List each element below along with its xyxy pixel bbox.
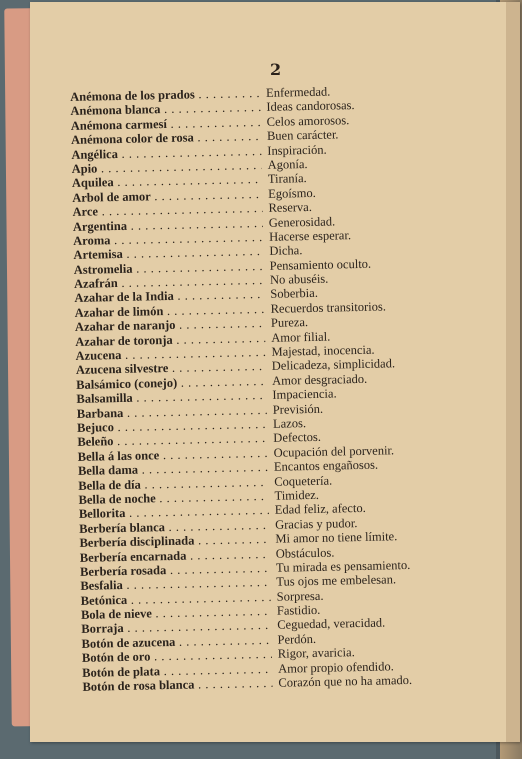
flower-name: Botón de plata . . . (82, 662, 272, 680)
flower-meaning: Soberbia. (270, 286, 319, 302)
flower-name: Barbana . . . (77, 403, 267, 421)
flower-name: Aquilea . . . (72, 172, 262, 190)
flower-name: Angélica . . . (71, 144, 261, 162)
flower-name: Azucena . . . (75, 345, 265, 363)
flower-meaning: Tiranía. (267, 171, 307, 187)
flower-meaning: Enfermedad. (265, 84, 331, 100)
flower-meaning: Generosidad. (268, 213, 336, 230)
flower-name: Botón de azucena . . . (81, 633, 271, 651)
flower-meaning: Inspiración. (267, 142, 327, 158)
flower-name: Arce . . . (72, 201, 262, 219)
flower-meaning-list (70, 81, 503, 694)
flower-meaning: Buen carácter. (266, 127, 339, 144)
flower-name: Besfalia . . . (80, 575, 270, 593)
flower-meaning: Amor filial. (271, 329, 331, 345)
flower-meaning: Pensamiento oculto. (269, 256, 372, 273)
flower-meaning: Edad feliz, afecto. (274, 501, 366, 518)
flower-meaning: Amor desgraciado. (271, 371, 368, 388)
flower-meaning: Timidez. (274, 487, 320, 503)
flower-name: Bellorita . . . (79, 503, 269, 521)
page-number: 2 (270, 60, 282, 79)
flower-name: Anémona color de rosa . . . (71, 129, 261, 147)
flower-meaning: Reserva. (268, 200, 313, 215)
flower-meaning: Tu mirada es pensamiento. (275, 557, 411, 575)
flower-meaning: Ceguedad, veracidad. (277, 615, 386, 633)
flower-meaning: Hacerse esperar. (268, 228, 352, 244)
flower-name: Balsámico (conejo) . . . (76, 374, 266, 392)
flower-name: Aroma . . . (73, 230, 263, 248)
flower-name: Azucena silvestre . . . (76, 359, 266, 377)
flower-meaning: Delicadeza, simplicidad. (271, 356, 396, 374)
flower-name: Bejuco . . . (77, 417, 267, 435)
flower-name: Bella de día . . . (78, 474, 268, 492)
flower-meaning: Encantos engañosos. (273, 457, 379, 474)
flower-name: Botón de oro . . . (82, 647, 272, 665)
flower-name: Botón de rosa blanca . . . (82, 676, 272, 694)
flower-name: Azahar de limón . . . (75, 302, 265, 320)
flower-meaning: Tus ojos me embelesan. (276, 572, 397, 590)
flower-meaning: Agonía. (267, 156, 308, 172)
flower-meaning: Recuerdos transitorios. (270, 299, 387, 316)
flower-name: Bella á las once . . . (78, 446, 268, 464)
flower-name: Berbería rosada . . . (80, 561, 270, 579)
flower-name: Anémona de los prados . . . (70, 86, 260, 104)
flower-meaning: Previsión. (272, 401, 324, 417)
flower-name: Azafrán . . . (74, 273, 264, 291)
flower-meaning: Gracias y pudor. (274, 515, 358, 532)
flower-name: Bella dama . . . (78, 460, 268, 478)
flower-meaning: Perdón. (277, 631, 317, 647)
flower-meaning: Ocupación del porvenir. (273, 443, 395, 460)
flower-meaning: Corazón que no ha amado. (278, 672, 413, 690)
flower-name: Balsamilla . . . (76, 388, 266, 406)
flower-meaning: No abuséis. (269, 271, 329, 287)
flower-name: Beleño . . . (77, 431, 267, 449)
flower-meaning: Egoísmo. (268, 185, 316, 201)
flower-meaning: Sorpresa. (276, 588, 324, 604)
flower-meaning: Amor propio ofendido. (278, 658, 394, 676)
flower-name: Arbol de amor . . . (72, 187, 262, 205)
flower-meaning: Pureza. (270, 315, 309, 331)
flower-meaning: Fastidio. (276, 602, 321, 618)
flower-meaning: Rigor, avaricia. (277, 645, 355, 662)
flower-name: Artemisa . . . (73, 244, 263, 262)
flower-name: Azahar de la India . . . (74, 287, 264, 305)
flower-name: Argentina . . . (73, 216, 263, 234)
flower-name: Berbería disciplinada . . . (79, 532, 269, 550)
flower-meaning: Impaciencia. (272, 386, 337, 403)
flower-name: Berbería encarnada . . . (80, 546, 270, 564)
flower-meaning: Coquetería. (274, 473, 333, 489)
flower-name: Azahar de toronja . . . (75, 331, 265, 349)
flower-name: Anémona blanca . . . (70, 100, 260, 118)
flower-meaning: Majestad, inocencia. (271, 342, 375, 359)
flower-meaning: Lazos. (272, 416, 307, 431)
flower-name: Apio . . . (72, 158, 262, 176)
flower-name: Berbería blanca . . . (79, 518, 269, 536)
flower-name: Astromelia . . . (74, 259, 264, 277)
flower-meaning: Ideas candorosas. (266, 98, 355, 115)
flower-name: Bola de nieve . . . (81, 604, 271, 622)
flower-name: Anémona carmesí . . . (71, 115, 261, 133)
flower-meaning: Celos amorosos. (266, 112, 350, 129)
flower-name: Azahar de naranjo . . . (75, 316, 265, 334)
flower-name: Betónica . . . (81, 590, 271, 608)
flower-name: Borraja . . . (81, 618, 271, 636)
flower-meaning: Dicha. (269, 243, 303, 259)
flower-meaning: Obstáculos. (275, 545, 335, 561)
flower-name: Bella de noche . . . (78, 489, 268, 507)
flower-meaning: Mi amor no tiene límite. (275, 529, 398, 546)
flower-meaning: Defectos. (273, 430, 322, 446)
